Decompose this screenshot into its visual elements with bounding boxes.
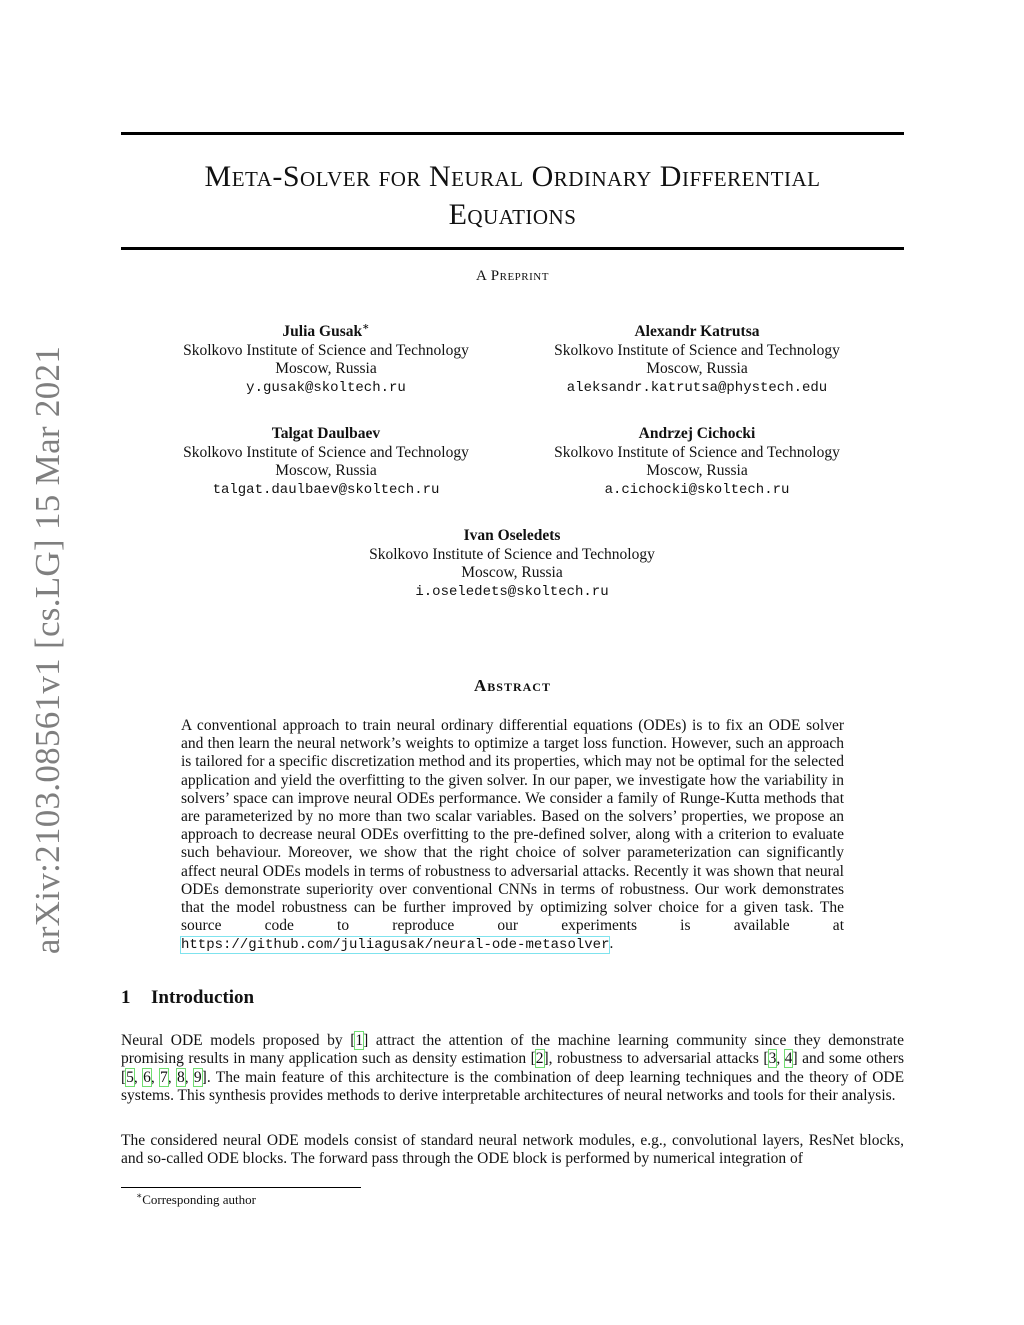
abstract-text: A conventional approach to train neural ordinary differential equations (ODEs) is to fix an ODE solver and then learn the neural network’s weights to optimize a target loss function. However, such an approach is tailored for a specific discretization method and its properties, which may not be optimal for the selected application and yield the overfitting to the given solver. In our paper, we investigate how the variability in solvers’ space can improve neural ODEs performance. We consider a family of Runge-Kutta methods that are parameterized by no more than two scalar variables. Based on the solvers’ properties, we propose an approach to decrease neural ODEs overfitting to the pre-defined solver, along with a criterion to evaluate such behaviour. Moreover, we show that the right choice of solver parameterization can significantly affect neural ODEs models in terms of robustness to adversarial attacks. Recently it was shown that neural ODEs demonstrate superiority over conventional CNNs in terms of robustness. Our work demonstrates that the model robustness can be further improved by optimizing solver choice for a given task. The source code to reproduce our experiments is available at bbox=[181, 717, 844, 935]
author-affiliation: Skolkovo Institute of Science and Technology bbox=[183, 443, 469, 461]
citation-link[interactable]: 7 bbox=[160, 1068, 168, 1086]
arxiv-sidebar bbox=[28, 345, 68, 955]
author-location: Moscow, Russia bbox=[275, 360, 377, 377]
author-block bbox=[146, 425, 506, 499]
author-name: Andrzej Cichocki bbox=[638, 425, 756, 442]
section-number: 1 bbox=[121, 987, 131, 1008]
footnote bbox=[136, 1192, 256, 1208]
citation-link[interactable]: 2 bbox=[535, 1050, 544, 1068]
author-location: Moscow, Russia bbox=[461, 564, 563, 581]
text-run: ], robustness to adversarial attacks [ bbox=[543, 1050, 769, 1068]
author-block bbox=[146, 320, 506, 397]
author-email[interactable]: i.oseledets@skoltech.ru bbox=[415, 583, 609, 600]
intro-paragraph-1 bbox=[121, 1032, 904, 1105]
author-affiliation: Skolkovo Institute of Science and Technology bbox=[554, 443, 840, 461]
abstract-body bbox=[181, 717, 844, 955]
text-run: , bbox=[133, 1068, 144, 1086]
citation-link[interactable]: 4 bbox=[784, 1050, 793, 1068]
author-email[interactable]: y.gusak@skoltech.ru bbox=[246, 379, 406, 396]
title-top-rule bbox=[121, 132, 904, 135]
author-location: Moscow, Russia bbox=[646, 360, 748, 377]
text-run: ] and some others [ bbox=[121, 1050, 905, 1086]
text-run: ]. The main feature of this architecture is the combination of deep learning techniques and the theory of ODE systems. This synthesis provides methods to derive interpretable architectures of neural networks and tools for their analysis. bbox=[121, 1068, 905, 1104]
citation-link[interactable]: 3 bbox=[768, 1050, 777, 1068]
author-affiliation: Skolkovo Institute of Science and Technology bbox=[554, 341, 840, 359]
section-heading bbox=[121, 987, 254, 1009]
arxiv-id: arXiv:2103.08561v1 [cs.LG] 15 Mar 2021 bbox=[28, 345, 67, 955]
author-email[interactable]: aleksandr.katrutsa@phystech.edu bbox=[566, 379, 828, 396]
text-run: , bbox=[776, 1050, 785, 1068]
author-location: Moscow, Russia bbox=[646, 462, 748, 479]
text-run: , bbox=[167, 1068, 177, 1086]
preprint-label: A Preprint bbox=[476, 268, 549, 284]
author-email[interactable]: talgat.daulbaev@skoltech.ru bbox=[212, 481, 440, 498]
abstract-heading: Abstract bbox=[474, 676, 551, 695]
abstract-end: . bbox=[609, 935, 614, 953]
author-affiliation: Skolkovo Institute of Science and Technology bbox=[369, 545, 655, 563]
paper-title bbox=[121, 158, 904, 234]
footnote-rule bbox=[121, 1187, 361, 1188]
citation-link[interactable]: 8 bbox=[176, 1068, 185, 1086]
source-code-link[interactable]: https://github.com/juliagusak/neural-ode-metasolver bbox=[181, 937, 610, 954]
author-block bbox=[517, 323, 877, 397]
author-location: Moscow, Russia bbox=[275, 462, 377, 479]
author-name: Julia Gusak bbox=[282, 323, 363, 340]
text-run: Neural ODE models proposed by [ bbox=[121, 1032, 356, 1049]
intro-paragraph-2: The considered neural ODE models consist of standard neural network modules, e.g., convolutional layers, ResNet blocks, and so-called ODE blocks. The forward pass through the ODE block is performed by numerical integration of bbox=[121, 1132, 904, 1168]
text-run: ] attract the attention of the machine learning community since they demonstrate promising results in many application such as density estimation [ bbox=[121, 1032, 904, 1068]
corresponding-mark: ∗ bbox=[362, 320, 370, 333]
title-line-2: Equations bbox=[448, 198, 577, 231]
citation-link[interactable]: 6 bbox=[143, 1068, 151, 1086]
section-title: Introduction bbox=[151, 987, 255, 1008]
author-name: Talgat Daulbaev bbox=[271, 425, 381, 442]
text-run: , bbox=[150, 1068, 161, 1086]
text-run: , bbox=[184, 1068, 194, 1086]
citation-link[interactable]: 9 bbox=[193, 1068, 202, 1086]
footnote-text: Corresponding author bbox=[142, 1192, 256, 1207]
author-name: Alexandr Katrutsa bbox=[634, 323, 760, 340]
citation-link[interactable]: 5 bbox=[126, 1068, 134, 1086]
citation-link[interactable]: 1 bbox=[355, 1032, 364, 1049]
title-line-1: Meta-Solver for Neural Ordinary Differential bbox=[204, 160, 821, 193]
author-email[interactable]: a.cichocki@skoltech.ru bbox=[604, 481, 790, 498]
author-name: Ivan Oseledets bbox=[463, 527, 561, 544]
title-bottom-rule bbox=[121, 247, 904, 250]
footnote-mark: ∗ bbox=[136, 1190, 143, 1201]
author-block bbox=[332, 527, 692, 601]
author-affiliation: Skolkovo Institute of Science and Technology bbox=[183, 341, 469, 359]
author-block bbox=[517, 425, 877, 499]
